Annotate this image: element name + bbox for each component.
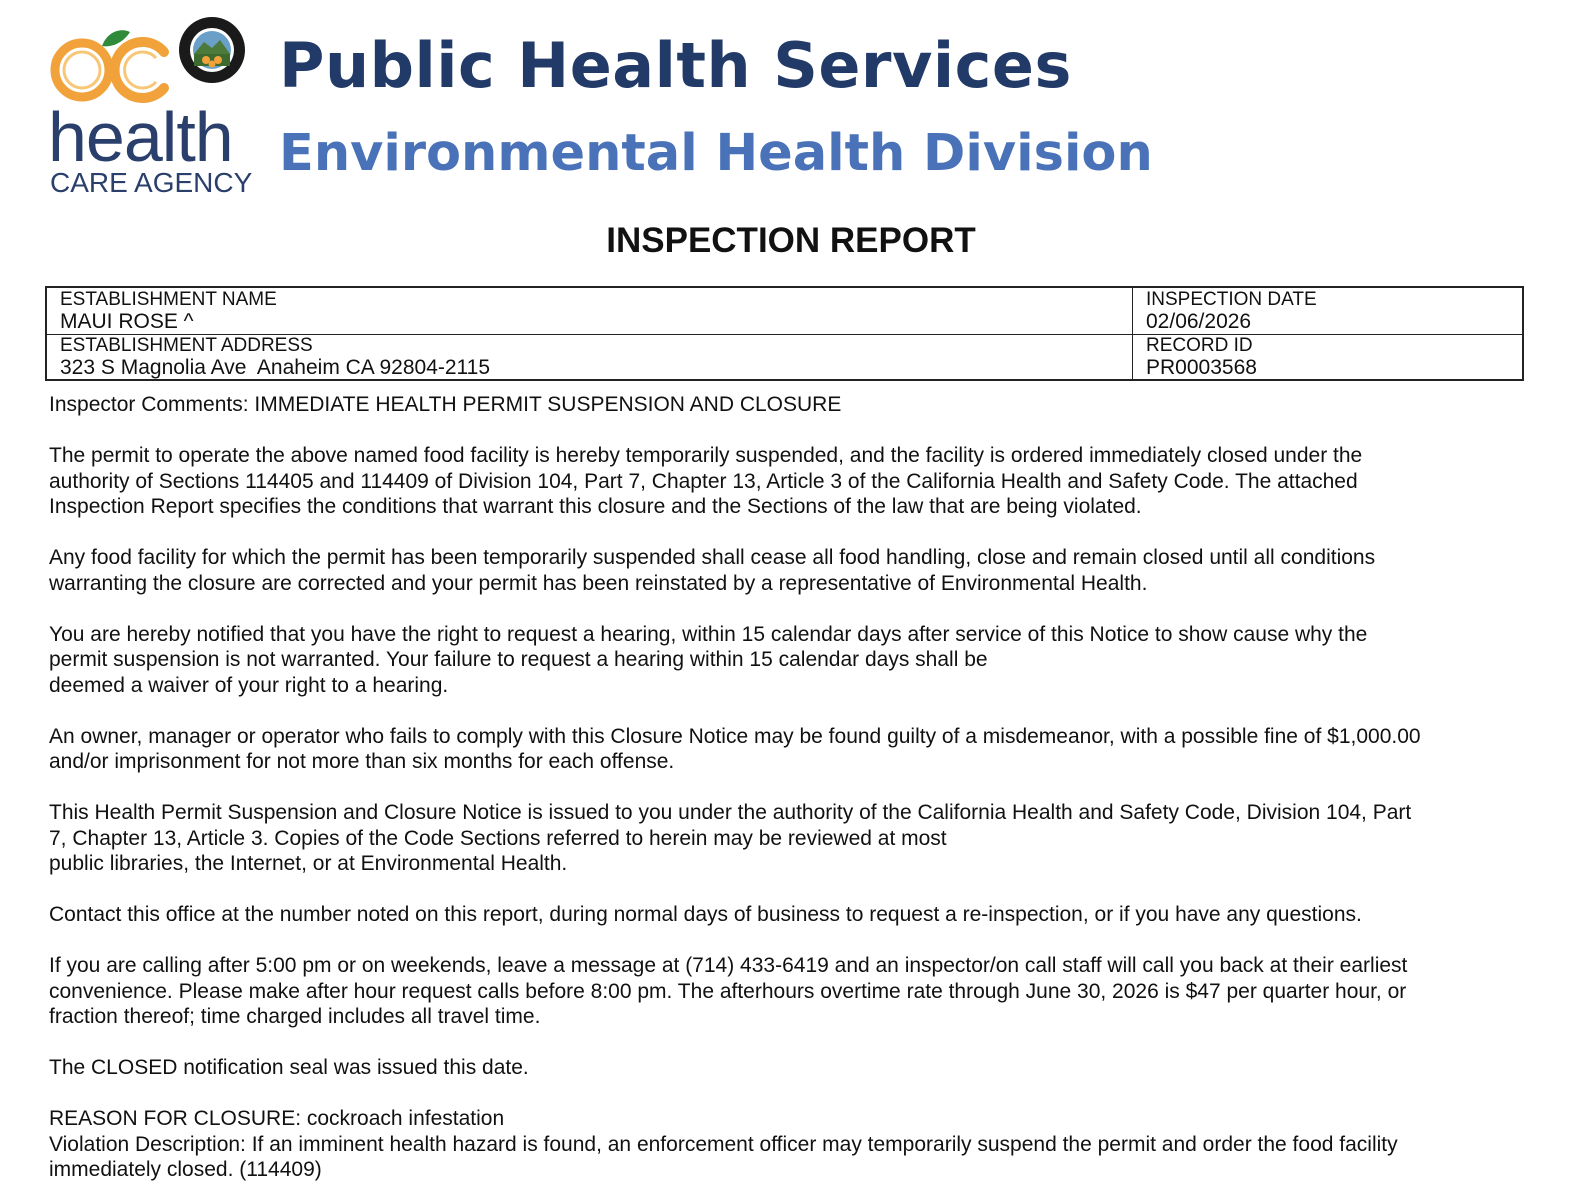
- county-seal-icon: [179, 17, 245, 83]
- paragraph-closed-seal: The CLOSED notification seal was issued this date.: [49, 1056, 529, 1079]
- record-id-value: PR0003568: [1146, 356, 1257, 379]
- inspector-comments: Inspector Comments: IMMEDIATE HEALTH PERMIT SUSPENSION AND CLOSURE: [49, 393, 842, 416]
- paragraph-permit-suspension: The permit to operate the above named food facility is hereby temporarily suspended, and the facility is ordered immediately closed under the authority of Sections 114405 and 114409 of Division 104, Part 7, Chapter 13, Article 3 of the California Health and Safety Code. The attached Inspection Report specifies the conditions that warrant this closure and the Sections of the law that are being violated.: [49, 444, 1363, 518]
- record-id-label: RECORD ID: [1146, 335, 1253, 356]
- establishment-name-value: MAUI ROSE ^: [60, 310, 194, 333]
- info-row-name-date: [47, 288, 1522, 335]
- reason-for-closure: REASON FOR CLOSURE: cockroach infestation: [49, 1107, 505, 1130]
- paragraph-after-hours: If you are calling after 5:00 pm or on weekends, leave a message at (714) 433-6419 and an inspector/on call staff will call you back at their earliest convenience. Please make after hour request calls before 8:00 pm. The afterhours overtime rate through June 30, 2026 is $47 per quarter hour, or fraction thereof; time charged includes all travel time.: [49, 954, 1408, 1028]
- inspection-date-label: INSPECTION DATE: [1146, 289, 1317, 310]
- establishment-name-cell: [47, 288, 1132, 334]
- violation-description: Violation Description: If an imminent health hazard is found, an enforcement officer may temporarily suspend the permit and order the food facility immediately closed. (114409): [49, 1132, 1398, 1181]
- inspection-date-cell: [1132, 288, 1522, 334]
- paragraph-authority: This Health Permit Suspension and Closure Notice is issued to you under the authority of the California Health and Safety Code, Division 104, Part 7, Chapter 13, Article 3. Copies of the Code Sections referred to herein may be reviewed at most public libraries, the Internet, or at Environmental Health.: [49, 801, 1412, 875]
- paragraph-cease-operations: Any food facility for which the permit has been temporarily suspended shall cease all food handling, close and remain closed until all conditions warranting the closure are corrected and your permit has been reinstated by a representative of Environmental Health.: [49, 546, 1376, 595]
- inspection-date-value: 02/06/2026: [1146, 310, 1252, 333]
- establishment-address-value: 323 S Magnolia Ave Anaheim CA 92804-2115: [60, 356, 491, 379]
- paragraph-penalty: An owner, manager or operator who fails to comply with this Closure Notice may be found guilty of a misdemeanor, with a possible fine of $1,000.00 and/or imprisonment for not more than six months for each offense.: [49, 724, 1421, 773]
- department-title: Public Health Services: [279, 29, 1072, 102]
- report-title: INSPECTION REPORT: [606, 221, 976, 260]
- logo-health-word: health: [48, 98, 233, 176]
- paragraph-contact-office: Contact this office at the number noted on this report, during normal days of business to request a re-inspection, or if you have any questions.: [49, 903, 1362, 926]
- record-id-cell: [1132, 334, 1522, 381]
- paragraph-hearing-rights: You are hereby notified that you have the right to request a hearing, within 15 calendar days after service of this Notice to show cause why the permit suspension is not warranted. Your failure to request a hearing within 15 calendar days shall be deemed a waiver of your right to a hearing.: [49, 622, 1368, 697]
- division-subtitle: Environmental Health Division: [279, 124, 1153, 183]
- report-body: [49, 392, 1529, 1183]
- establishment-name-label: ESTABLISHMENT NAME: [60, 289, 277, 310]
- establishment-info-table: [45, 286, 1524, 381]
- info-row-address-record: [47, 334, 1522, 381]
- establishment-address-label: ESTABLISHMENT ADDRESS: [60, 335, 313, 356]
- logo-agency-text: CARE AGENCY: [50, 167, 253, 198]
- oc-health-care-agency-logo: [46, 14, 256, 198]
- establishment-address-cell: [47, 334, 1132, 381]
